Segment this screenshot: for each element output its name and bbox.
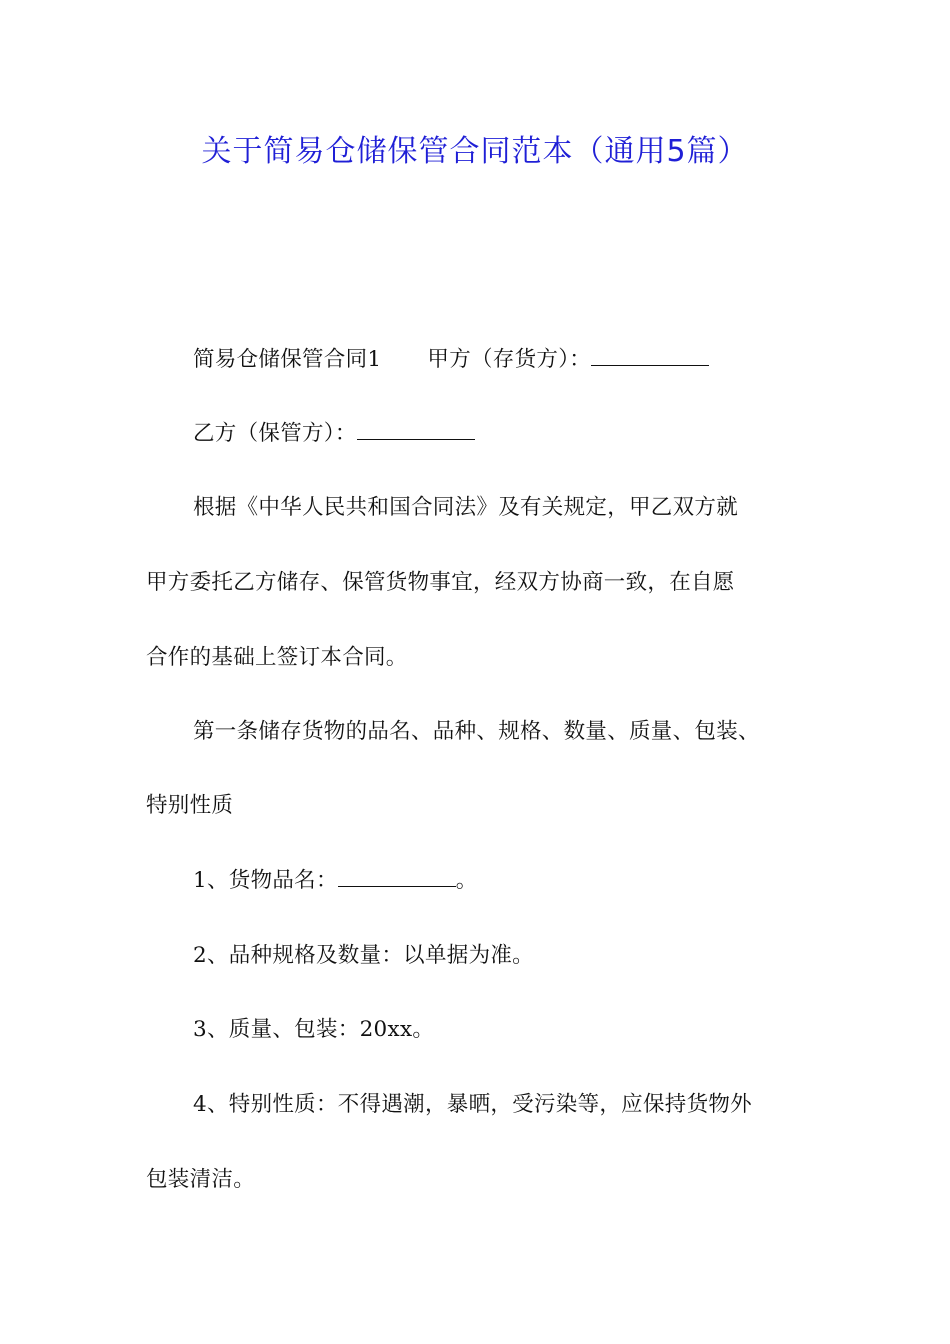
text-line: 4、特别性质：不得遇潮，暴晒，受污染等，应保持货物外 [193, 1092, 752, 1117]
paragraph-goods-name [193, 861, 873, 901]
party-b-label: 乙方（保管方）： [193, 421, 357, 446]
document-title: 关于简易仓储保管合同范本（通用5篇） [201, 134, 749, 169]
goods-name-blank [338, 866, 456, 887]
text-line: 根据《中华人民共和国合同法》及有关规定，甲乙双方就 [193, 495, 739, 520]
text-line: 3、质量、包装：20xx。 [193, 1017, 435, 1042]
text-line: 第一条储存货物的品名、品种、规格、数量、质量、包装、 [193, 719, 760, 744]
text-line: 甲方委托乙方储存、保管货物事宜，经双方协商一致，在自愿 [146, 570, 735, 595]
text-line: 特别性质 [146, 793, 234, 818]
contract-heading: 简易仓储保管合同1 [193, 347, 382, 372]
text-line: 合作的基础上签订本合同。 [146, 645, 408, 670]
paragraph-party-b [193, 414, 873, 454]
goods-name-label: 1、货物品名： [193, 868, 338, 893]
paragraph-parties-a [193, 340, 873, 380]
text-line: 包装清洁。 [146, 1167, 256, 1192]
party-a-label: 甲方（存货方）： [427, 347, 592, 372]
party-b-blank [357, 419, 475, 440]
goods-name-end: 。 [455, 868, 478, 893]
text-line: 2、品种规格及数量：以单据为准。 [193, 943, 534, 968]
party-a-blank [591, 345, 709, 366]
